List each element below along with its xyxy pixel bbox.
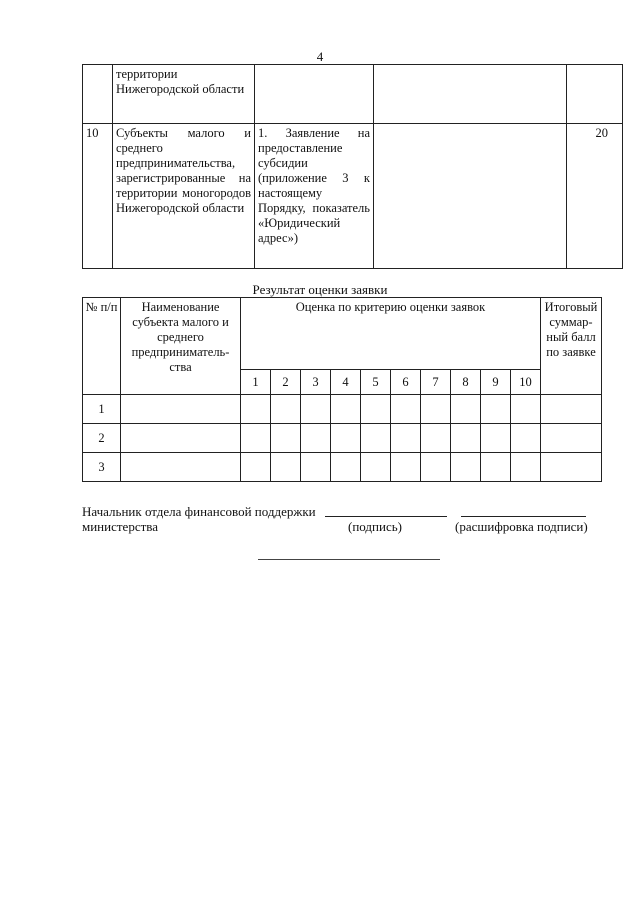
criterion-number: 10: [511, 370, 541, 395]
criterion-number: 4: [331, 370, 361, 395]
criterion-number: 5: [361, 370, 391, 395]
row-number: [83, 65, 113, 124]
score-cell: [391, 453, 421, 482]
header-criterion: Оценка по критерию оценки заявок: [241, 298, 541, 370]
points-cell: [567, 65, 623, 124]
row-number: 3: [83, 453, 121, 482]
decoding-line: [461, 516, 586, 517]
subject-cell: Субъекты малого и среднего предпринимательства, зарегистрированные на территории моногородов Нижегородской области: [113, 124, 255, 269]
note-cell: [374, 65, 567, 124]
score-cell: [421, 395, 451, 424]
score-cell: [451, 395, 481, 424]
score-cell: [241, 453, 271, 482]
criterion-number: 1: [241, 370, 271, 395]
note-cell: [374, 124, 567, 269]
score-cell: [391, 424, 421, 453]
score-cell: [391, 395, 421, 424]
table-row: [83, 65, 623, 124]
name-cell: [121, 453, 241, 482]
result-table-title: Результат оценки заявки: [252, 282, 388, 297]
table-row: [83, 124, 623, 269]
signature-caption: (подпись): [348, 519, 402, 534]
points-cell: 20: [567, 124, 623, 269]
result-table: [82, 297, 602, 482]
score-cell: [271, 453, 301, 482]
table-row: [83, 424, 602, 453]
header-name: Наименование субъекта малого и среднего предприниматель-ства: [121, 298, 241, 395]
score-cell: [331, 424, 361, 453]
criterion-number: 2: [271, 370, 301, 395]
name-cell: [121, 424, 241, 453]
signature-position-line1: Начальник отдела финансовой поддержки: [82, 504, 316, 519]
end-divider: [258, 559, 440, 560]
name-cell: [121, 395, 241, 424]
document-cell: 1. Заявление на предоставление субсидии (приложение 3 к настоящему Порядку, показатель «Юридический адрес»): [255, 124, 374, 269]
score-cell: [481, 395, 511, 424]
score-cell: [361, 424, 391, 453]
score-cell: [301, 395, 331, 424]
criterion-number: 6: [391, 370, 421, 395]
signature-position-line2: министерства: [82, 519, 159, 534]
criterion-number: 8: [451, 370, 481, 395]
score-cell: [331, 395, 361, 424]
score-cell: [301, 453, 331, 482]
table-row: [83, 453, 602, 482]
score-cell: [271, 395, 301, 424]
criterion-number: 9: [481, 370, 511, 395]
criteria-table: [82, 64, 623, 269]
criterion-number: 3: [301, 370, 331, 395]
row-number: 1: [83, 395, 121, 424]
total-cell: [541, 395, 602, 424]
score-cell: [331, 453, 361, 482]
score-cell: [511, 395, 541, 424]
score-cell: [301, 424, 331, 453]
document-cell: [255, 65, 374, 124]
score-cell: [271, 424, 301, 453]
header-total: Итоговый суммар-ный балл по заявке: [541, 298, 602, 395]
score-cell: [481, 424, 511, 453]
table-row: [83, 395, 602, 424]
row-number: 10: [83, 124, 113, 269]
score-cell: [451, 424, 481, 453]
score-cell: [241, 395, 271, 424]
total-cell: [541, 453, 602, 482]
signature-line: [325, 516, 447, 517]
decoding-caption: (расшифровка подписи): [455, 519, 588, 534]
score-cell: [421, 453, 451, 482]
row-number: 2: [83, 424, 121, 453]
header-row: [83, 298, 602, 370]
score-cell: [421, 424, 451, 453]
score-cell: [511, 453, 541, 482]
score-cell: [361, 395, 391, 424]
score-cell: [361, 453, 391, 482]
signature-position: [82, 504, 316, 534]
score-cell: [511, 424, 541, 453]
page-number: 4: [316, 49, 324, 64]
subject-cell: территории Нижегородской области: [113, 65, 255, 124]
criterion-number: 7: [421, 370, 451, 395]
total-cell: [541, 424, 602, 453]
header-num: № п/п: [83, 298, 121, 395]
score-cell: [451, 453, 481, 482]
score-cell: [481, 453, 511, 482]
score-cell: [241, 424, 271, 453]
